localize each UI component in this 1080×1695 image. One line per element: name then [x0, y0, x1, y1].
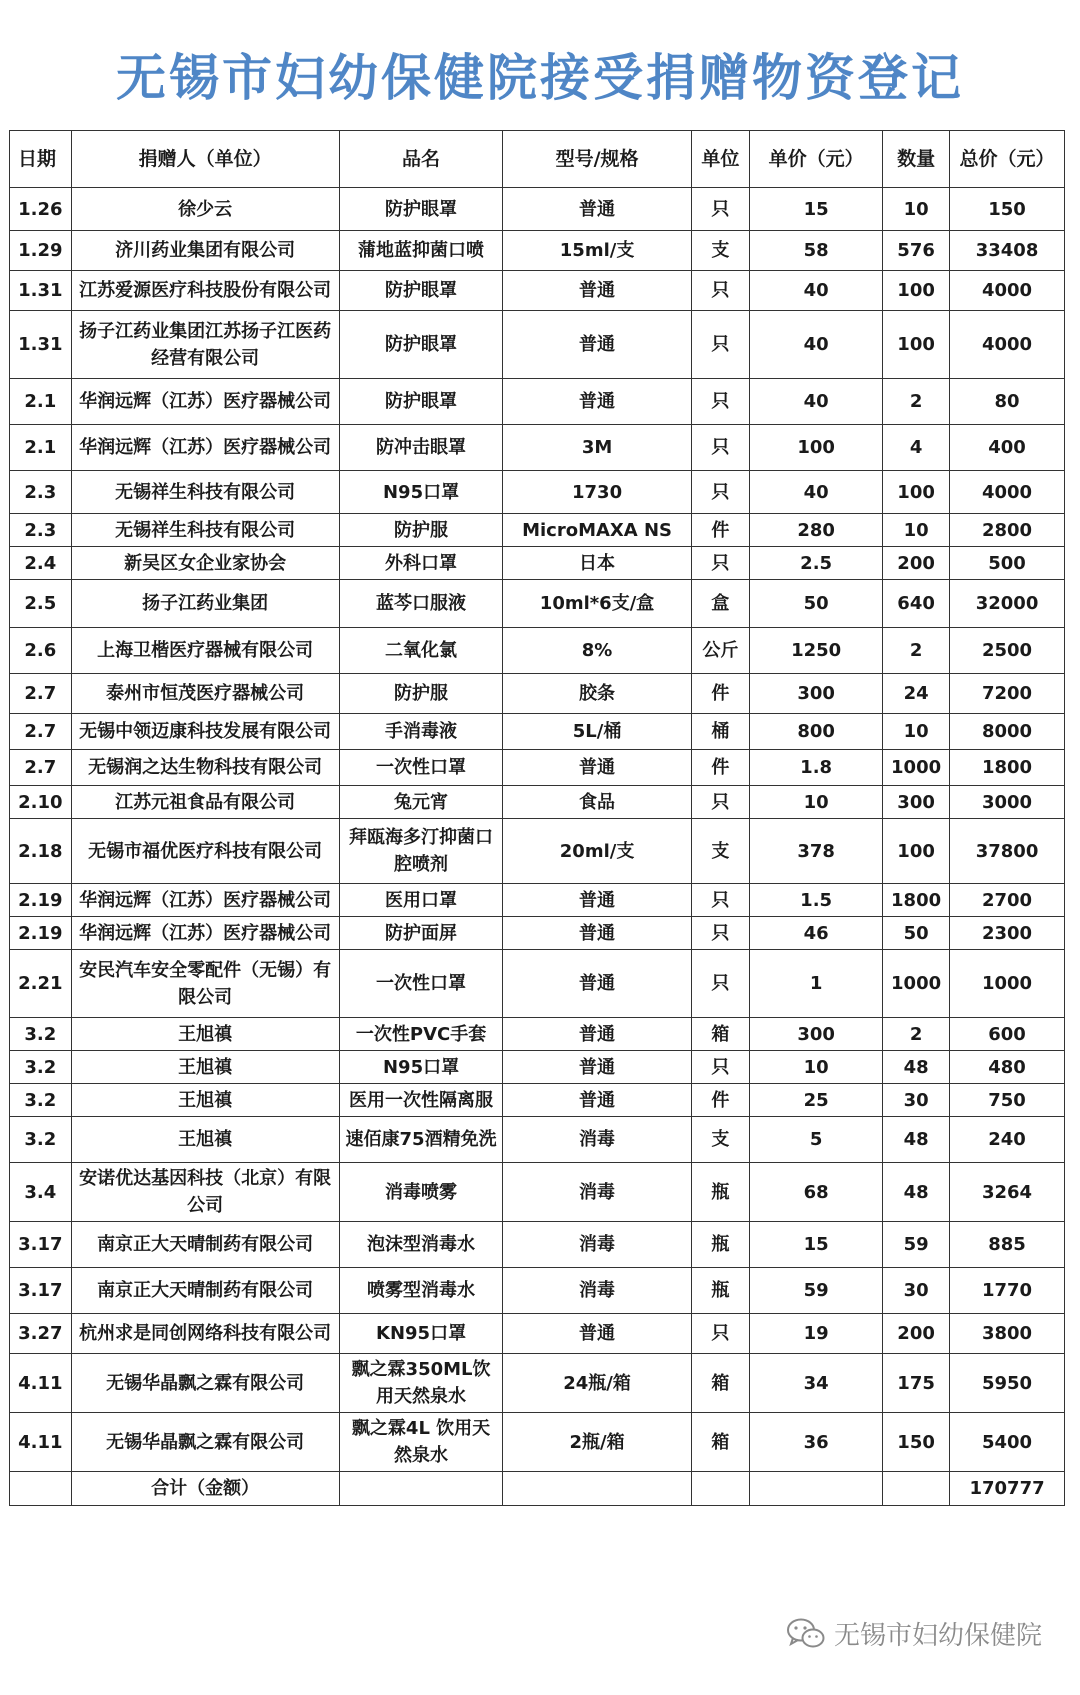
- cell-qty: 100: [883, 271, 950, 311]
- cell-date: 2.10: [10, 786, 72, 819]
- cell-item: 蒲地蓝抑菌口喷: [339, 231, 503, 271]
- cell-unit-price: 1250: [750, 628, 883, 674]
- cell-qty: 10: [883, 514, 950, 547]
- watermark: [786, 1615, 1042, 1652]
- cell-date: 2.18: [10, 819, 72, 884]
- cell-date: 3.4: [10, 1163, 72, 1222]
- table-row: [10, 884, 1065, 917]
- cell-qty: 2: [883, 628, 950, 674]
- cell-item: 防护眼罩: [339, 379, 503, 425]
- cell-total: 2500: [950, 628, 1065, 674]
- cell-unit: 只: [691, 786, 749, 819]
- cell-total: 4000: [950, 271, 1065, 311]
- cell-date: 1.31: [10, 311, 72, 379]
- cell-spec: 普通: [503, 188, 691, 231]
- cell-donor: 王旭禛: [71, 1084, 339, 1117]
- cell-total: 240: [950, 1117, 1065, 1163]
- cell-total: 750: [950, 1084, 1065, 1117]
- cell-spec: 消毒: [503, 1268, 691, 1314]
- cell-total: 5950: [950, 1354, 1065, 1413]
- cell-qty: 10: [883, 714, 950, 750]
- table-row: [10, 819, 1065, 884]
- cell-donor: 南京正大天晴制药有限公司: [71, 1222, 339, 1268]
- cell-unit-price: 800: [750, 714, 883, 750]
- cell-qty: 2: [883, 1018, 950, 1051]
- table-row: [10, 1222, 1065, 1268]
- table-row: [10, 950, 1065, 1018]
- cell-unit-price: 19: [750, 1314, 883, 1354]
- table-row: [10, 750, 1065, 786]
- cell-unit-price: 40: [750, 311, 883, 379]
- cell-donor: 华润远辉（江苏）医疗器械公司: [71, 917, 339, 950]
- cell-spec: 2瓶/箱: [503, 1413, 691, 1472]
- total-label: 合计（金额）: [71, 1472, 339, 1506]
- total-empty-date: [10, 1472, 72, 1506]
- total-value: 170777: [950, 1472, 1065, 1506]
- cell-donor: 济川药业集团有限公司: [71, 231, 339, 271]
- col-total: 总价（元）: [950, 131, 1065, 188]
- cell-unit-price: 10: [750, 786, 883, 819]
- cell-total: 3264: [950, 1163, 1065, 1222]
- cell-unit: 支: [691, 819, 749, 884]
- cell-item: 蓝芩口服液: [339, 580, 503, 628]
- cell-spec: 普通: [503, 950, 691, 1018]
- cell-donor: 安诺优达基因科技（北京）有限公司: [71, 1163, 339, 1222]
- total-empty: [339, 1472, 503, 1506]
- cell-date: 2.7: [10, 750, 72, 786]
- cell-unit: 桶: [691, 714, 749, 750]
- cell-item: 一次性口罩: [339, 950, 503, 1018]
- cell-unit: 箱: [691, 1354, 749, 1413]
- cell-unit: 只: [691, 884, 749, 917]
- cell-qty: 175: [883, 1354, 950, 1413]
- total-row: [10, 1472, 1065, 1506]
- cell-unit-price: 2.5: [750, 547, 883, 580]
- cell-unit-price: 15: [750, 188, 883, 231]
- cell-item: 消毒喷雾: [339, 1163, 503, 1222]
- cell-date: 3.27: [10, 1314, 72, 1354]
- cell-spec: 普通: [503, 1314, 691, 1354]
- cell-qty: 1800: [883, 884, 950, 917]
- total-empty: [750, 1472, 883, 1506]
- cell-total: 1800: [950, 750, 1065, 786]
- col-spec: 型号/规格: [503, 131, 691, 188]
- cell-total: 500: [950, 547, 1065, 580]
- cell-unit: 只: [691, 950, 749, 1018]
- cell-donor: 王旭禛: [71, 1018, 339, 1051]
- cell-unit-price: 46: [750, 917, 883, 950]
- cell-date: 2.7: [10, 714, 72, 750]
- cell-unit: 只: [691, 311, 749, 379]
- cell-total: 5400: [950, 1413, 1065, 1472]
- cell-spec: MicroMAXA NS: [503, 514, 691, 547]
- total-empty: [691, 1472, 749, 1506]
- cell-total: 1000: [950, 950, 1065, 1018]
- cell-item: 二氧化氯: [339, 628, 503, 674]
- table-row: [10, 311, 1065, 379]
- cell-unit: 盒: [691, 580, 749, 628]
- cell-date: 2.3: [10, 471, 72, 514]
- cell-unit: 只: [691, 1314, 749, 1354]
- cell-total: 80: [950, 379, 1065, 425]
- cell-unit: 只: [691, 425, 749, 471]
- col-unit-price: 单价（元）: [750, 131, 883, 188]
- table-row: [10, 1084, 1065, 1117]
- cell-date: 2.4: [10, 547, 72, 580]
- cell-qty: 48: [883, 1051, 950, 1084]
- table-row: [10, 1051, 1065, 1084]
- cell-unit: 支: [691, 231, 749, 271]
- table-row: [10, 580, 1065, 628]
- cell-qty: 150: [883, 1413, 950, 1472]
- cell-qty: 2: [883, 379, 950, 425]
- header-row: [10, 131, 1065, 188]
- cell-date: 2.1: [10, 425, 72, 471]
- cell-total: 8000: [950, 714, 1065, 750]
- cell-unit-price: 40: [750, 471, 883, 514]
- cell-qty: 4: [883, 425, 950, 471]
- cell-unit-price: 36: [750, 1413, 883, 1472]
- cell-unit-price: 25: [750, 1084, 883, 1117]
- cell-unit: 公斤: [691, 628, 749, 674]
- cell-date: 2.3: [10, 514, 72, 547]
- cell-date: 4.11: [10, 1354, 72, 1413]
- cell-donor: 上海卫楷医疗器械有限公司: [71, 628, 339, 674]
- col-qty: 数量: [883, 131, 950, 188]
- cell-donor: 无锡祥生科技有限公司: [71, 471, 339, 514]
- cell-qty: 100: [883, 819, 950, 884]
- cell-unit: 只: [691, 547, 749, 580]
- cell-spec: 胶条: [503, 674, 691, 714]
- cell-spec: 24瓶/箱: [503, 1354, 691, 1413]
- cell-item: 喷雾型消毒水: [339, 1268, 503, 1314]
- cell-total: 37800: [950, 819, 1065, 884]
- table-row: [10, 188, 1065, 231]
- table-row: [10, 628, 1065, 674]
- cell-item: N95口罩: [339, 471, 503, 514]
- cell-unit: 件: [691, 514, 749, 547]
- cell-spec: 普通: [503, 271, 691, 311]
- cell-item: 防护服: [339, 674, 503, 714]
- col-unit: 单位: [691, 131, 749, 188]
- cell-donor: 无锡祥生科技有限公司: [71, 514, 339, 547]
- cell-qty: 300: [883, 786, 950, 819]
- cell-unit-price: 40: [750, 379, 883, 425]
- cell-donor: 南京正大天晴制药有限公司: [71, 1268, 339, 1314]
- cell-donor: 安民汽车安全零配件（无锡）有限公司: [71, 950, 339, 1018]
- cell-item: N95口罩: [339, 1051, 503, 1084]
- cell-unit-price: 68: [750, 1163, 883, 1222]
- table-row: [10, 714, 1065, 750]
- cell-item: 防护眼罩: [339, 188, 503, 231]
- cell-spec: 1730: [503, 471, 691, 514]
- cell-donor: 泰州市恒茂医疗器械公司: [71, 674, 339, 714]
- wechat-icon: [786, 1617, 826, 1651]
- cell-qty: 200: [883, 547, 950, 580]
- cell-unit-price: 5: [750, 1117, 883, 1163]
- cell-spec: 普通: [503, 750, 691, 786]
- cell-item: 一次性PVC手套: [339, 1018, 503, 1051]
- cell-total: 150: [950, 188, 1065, 231]
- cell-total: 2800: [950, 514, 1065, 547]
- cell-total: 400: [950, 425, 1065, 471]
- cell-unit: 只: [691, 379, 749, 425]
- cell-unit-price: 1.5: [750, 884, 883, 917]
- cell-qty: 59: [883, 1222, 950, 1268]
- cell-date: 3.2: [10, 1018, 72, 1051]
- cell-spec: 食品: [503, 786, 691, 819]
- cell-item: 防护服: [339, 514, 503, 547]
- cell-qty: 50: [883, 917, 950, 950]
- cell-total: 7200: [950, 674, 1065, 714]
- cell-donor: 王旭禛: [71, 1117, 339, 1163]
- cell-unit-price: 1.8: [750, 750, 883, 786]
- cell-date: 2.1: [10, 379, 72, 425]
- cell-unit: 只: [691, 471, 749, 514]
- cell-total: 3800: [950, 1314, 1065, 1354]
- cell-total: 2300: [950, 917, 1065, 950]
- cell-donor: 江苏元祖食品有限公司: [71, 786, 339, 819]
- cell-date: 1.29: [10, 231, 72, 271]
- cell-unit: 瓶: [691, 1222, 749, 1268]
- cell-unit-price: 34: [750, 1354, 883, 1413]
- cell-spec: 普通: [503, 311, 691, 379]
- table-row: [10, 471, 1065, 514]
- cell-donor: 无锡市福优医疗科技有限公司: [71, 819, 339, 884]
- cell-spec: 普通: [503, 1051, 691, 1084]
- cell-date: 1.31: [10, 271, 72, 311]
- watermark-text: 无锡市妇幼保健院: [833, 1621, 1042, 1651]
- cell-qty: 10: [883, 188, 950, 231]
- cell-donor: 杭州求是同创网络科技有限公司: [71, 1314, 339, 1354]
- cell-date: 2.21: [10, 950, 72, 1018]
- cell-qty: 200: [883, 1314, 950, 1354]
- col-date: 日期: [10, 131, 72, 188]
- cell-qty: 30: [883, 1268, 950, 1314]
- table-row: [10, 917, 1065, 950]
- cell-total: 885: [950, 1222, 1065, 1268]
- cell-total: 600: [950, 1018, 1065, 1051]
- cell-total: 480: [950, 1051, 1065, 1084]
- cell-spec: 8%: [503, 628, 691, 674]
- cell-spec: 3M: [503, 425, 691, 471]
- cell-total: 32000: [950, 580, 1065, 628]
- cell-unit: 箱: [691, 1018, 749, 1051]
- cell-unit: 支: [691, 1117, 749, 1163]
- cell-donor: 华润远辉（江苏）医疗器械公司: [71, 379, 339, 425]
- cell-total: 3000: [950, 786, 1065, 819]
- cell-spec: 5L/桶: [503, 714, 691, 750]
- cell-item: 防护眼罩: [339, 311, 503, 379]
- cell-donor: 扬子江药业集团: [71, 580, 339, 628]
- cell-item: 泡沫型消毒水: [339, 1222, 503, 1268]
- cell-spec: 消毒: [503, 1117, 691, 1163]
- table-row: [10, 1314, 1065, 1354]
- cell-spec: 10ml*6支/盒: [503, 580, 691, 628]
- cell-unit-price: 58: [750, 231, 883, 271]
- cell-spec: 20ml/支: [503, 819, 691, 884]
- cell-item: 一次性口罩: [339, 750, 503, 786]
- cell-qty: 1000: [883, 950, 950, 1018]
- table-row: [10, 1268, 1065, 1314]
- cell-date: 2.6: [10, 628, 72, 674]
- cell-date: 4.11: [10, 1413, 72, 1472]
- cell-unit-price: 378: [750, 819, 883, 884]
- cell-qty: 100: [883, 311, 950, 379]
- cell-item: KN95口罩: [339, 1314, 503, 1354]
- cell-donor: 徐少云: [71, 188, 339, 231]
- cell-qty: 30: [883, 1084, 950, 1117]
- cell-item: 医用一次性隔离服: [339, 1084, 503, 1117]
- cell-item: 飘之霖4L 饮用天然泉水: [339, 1413, 503, 1472]
- cell-unit: 件: [691, 1084, 749, 1117]
- cell-unit: 只: [691, 271, 749, 311]
- cell-donor: 华润远辉（江苏）医疗器械公司: [71, 884, 339, 917]
- cell-unit-price: 40: [750, 271, 883, 311]
- cell-donor: 无锡润之达生物科技有限公司: [71, 750, 339, 786]
- donation-table: [9, 130, 1065, 1506]
- cell-date: 2.5: [10, 580, 72, 628]
- table-row: [10, 514, 1065, 547]
- cell-spec: 普通: [503, 917, 691, 950]
- cell-donor: 新吴区女企业家协会: [71, 547, 339, 580]
- table-row: [10, 425, 1065, 471]
- cell-unit: 只: [691, 917, 749, 950]
- cell-spec: 普通: [503, 884, 691, 917]
- cell-donor: 无锡华晶飘之霖有限公司: [71, 1413, 339, 1472]
- cell-date: 2.7: [10, 674, 72, 714]
- cell-item: 手消毒液: [339, 714, 503, 750]
- cell-spec: 消毒: [503, 1222, 691, 1268]
- cell-date: 3.17: [10, 1222, 72, 1268]
- cell-date: 2.19: [10, 884, 72, 917]
- table-row: [10, 547, 1065, 580]
- cell-item: 外科口罩: [339, 547, 503, 580]
- cell-spec: 普通: [503, 1084, 691, 1117]
- cell-unit-price: 280: [750, 514, 883, 547]
- table-row: [10, 379, 1065, 425]
- cell-item: 飘之霖350ML饮用天然泉水: [339, 1354, 503, 1413]
- table-row: [10, 1117, 1065, 1163]
- table-row: [10, 1413, 1065, 1472]
- cell-unit: 件: [691, 674, 749, 714]
- col-donor: 捐赠人（单位）: [71, 131, 339, 188]
- cell-unit-price: 1: [750, 950, 883, 1018]
- cell-total: 2700: [950, 884, 1065, 917]
- cell-qty: 576: [883, 231, 950, 271]
- table-row: [10, 271, 1065, 311]
- cell-date: 1.26: [10, 188, 72, 231]
- cell-donor: 无锡中领迈康科技发展有限公司: [71, 714, 339, 750]
- cell-unit-price: 300: [750, 1018, 883, 1051]
- cell-spec: 15ml/支: [503, 231, 691, 271]
- cell-item: 医用口罩: [339, 884, 503, 917]
- table-row: [10, 674, 1065, 714]
- cell-total: 1770: [950, 1268, 1065, 1314]
- cell-item: 速佰康75酒精免洗: [339, 1117, 503, 1163]
- cell-date: 3.2: [10, 1084, 72, 1117]
- cell-qty: 48: [883, 1163, 950, 1222]
- cell-qty: 1000: [883, 750, 950, 786]
- cell-date: 3.2: [10, 1051, 72, 1084]
- cell-total: 4000: [950, 311, 1065, 379]
- table-row: [10, 1018, 1065, 1051]
- cell-unit-price: 300: [750, 674, 883, 714]
- cell-donor: 王旭禛: [71, 1051, 339, 1084]
- cell-unit: 瓶: [691, 1163, 749, 1222]
- cell-date: 3.2: [10, 1117, 72, 1163]
- cell-total: 4000: [950, 471, 1065, 514]
- cell-unit: 只: [691, 188, 749, 231]
- cell-date: 2.19: [10, 917, 72, 950]
- page-title: 无锡市妇幼保健院接受捐赠物资登记: [116, 49, 964, 107]
- cell-unit-price: 10: [750, 1051, 883, 1084]
- cell-donor: 无锡华晶飘之霖有限公司: [71, 1354, 339, 1413]
- table-row: [10, 786, 1065, 819]
- cell-unit: 只: [691, 1051, 749, 1084]
- table-row: [10, 1163, 1065, 1222]
- cell-donor: 扬子江药业集团江苏扬子江医药经营有限公司: [71, 311, 339, 379]
- total-empty: [503, 1472, 691, 1506]
- cell-item: 拜瓯海多汀抑菌口腔喷剂: [339, 819, 503, 884]
- cell-unit: 件: [691, 750, 749, 786]
- cell-unit-price: 59: [750, 1268, 883, 1314]
- table-row: [10, 1354, 1065, 1413]
- cell-donor: 华润远辉（江苏）医疗器械公司: [71, 425, 339, 471]
- cell-date: 3.17: [10, 1268, 72, 1314]
- cell-item: 防护面屏: [339, 917, 503, 950]
- cell-unit-price: 15: [750, 1222, 883, 1268]
- cell-qty: 640: [883, 580, 950, 628]
- cell-unit: 箱: [691, 1413, 749, 1472]
- cell-spec: 普通: [503, 1018, 691, 1051]
- cell-item: 防护眼罩: [339, 271, 503, 311]
- cell-unit: 瓶: [691, 1268, 749, 1314]
- cell-unit-price: 50: [750, 580, 883, 628]
- col-item: 品名: [339, 131, 503, 188]
- cell-item: 兔元宵: [339, 786, 503, 819]
- cell-item: 防冲击眼罩: [339, 425, 503, 471]
- total-empty: [883, 1472, 950, 1506]
- table-row: [10, 231, 1065, 271]
- cell-qty: 24: [883, 674, 950, 714]
- cell-donor: 江苏爱源医疗科技股份有限公司: [71, 271, 339, 311]
- cell-qty: 100: [883, 471, 950, 514]
- cell-spec: 日本: [503, 547, 691, 580]
- cell-spec: 消毒: [503, 1163, 691, 1222]
- cell-spec: 普通: [503, 379, 691, 425]
- cell-qty: 48: [883, 1117, 950, 1163]
- cell-unit-price: 100: [750, 425, 883, 471]
- cell-total: 33408: [950, 231, 1065, 271]
